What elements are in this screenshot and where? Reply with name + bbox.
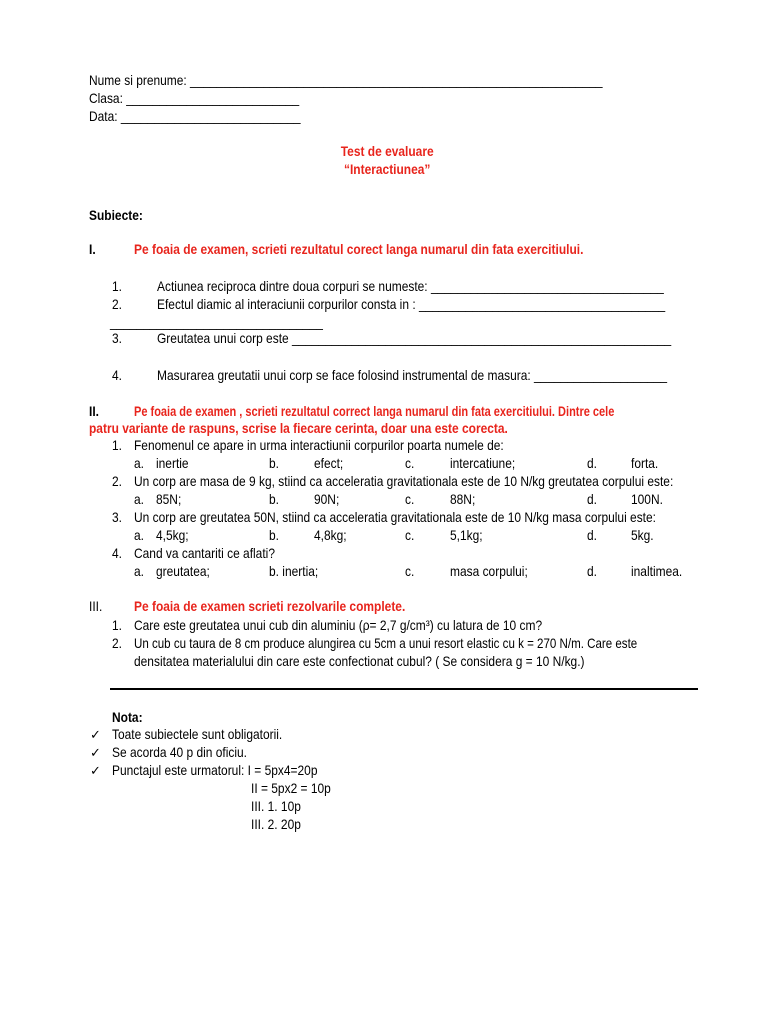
check-icon: ✓ bbox=[90, 763, 101, 778]
score-line: III. 2. 20p bbox=[251, 817, 301, 832]
divider bbox=[110, 688, 698, 690]
s2-question-text: Fenomenul ce apare in urma interactiunii corpurilor poarta numele de: bbox=[134, 438, 504, 453]
s2-question-text: Un corp are greutatea 50N, stiind ca acceleratia gravitationala este de 10 N/kg masa corpului este: bbox=[134, 510, 656, 525]
section3-number: III. bbox=[89, 599, 103, 614]
section1-number: I. bbox=[89, 242, 96, 257]
s3-item-text: Care este greutatea unui cub din aluminiu (ρ= 2,7 g/cm³) cu latura de 10 cm? bbox=[134, 618, 543, 633]
option-letter: b. bbox=[269, 492, 279, 507]
s1-item-num: 1. bbox=[112, 279, 122, 294]
section2-instruction: patru variante de raspuns, scrise la fiecare cerinta, doar una este corecta. bbox=[89, 421, 508, 436]
s1-item-num: 3. bbox=[112, 331, 122, 346]
option-letter: b. bbox=[269, 456, 279, 471]
s1-item-text: Actiunea reciproca dintre doua corpuri se numeste: ___________________________________ bbox=[157, 279, 664, 294]
option-text: 4,5kg; bbox=[156, 528, 189, 543]
s3-item-num: 1. bbox=[112, 618, 122, 633]
option-text: 4,8kg; bbox=[314, 528, 347, 543]
option-text: 5kg. bbox=[631, 528, 654, 543]
test-title: Test de evaluare bbox=[340, 144, 434, 159]
s3-item-text: densitatea materialului din care este confectionat cubul? ( Se considera g = 10 N/kg.) bbox=[134, 654, 585, 669]
section1-instruction: Pe foaia de examen, scrieti rezultatul corect langa numarul din fata exercitiului. bbox=[134, 242, 584, 257]
s1-item-continuation: ________________________________ bbox=[110, 315, 323, 330]
option-letter: b. bbox=[269, 528, 279, 543]
option-text: efect; bbox=[314, 456, 344, 471]
s1-item-num: 4. bbox=[112, 368, 122, 383]
option-text: 100N. bbox=[631, 492, 663, 507]
note-item: Punctajul este urmatorul: I = 5px4=20p bbox=[112, 763, 318, 778]
option-text: b. inertia; bbox=[269, 564, 319, 579]
date-line: Data: ___________________________ bbox=[89, 109, 301, 124]
option-letter: a. bbox=[134, 564, 144, 579]
s2-question-num: 1. bbox=[112, 438, 122, 453]
option-text: forta. bbox=[631, 456, 659, 471]
score-line: II = 5px2 = 10p bbox=[251, 781, 331, 796]
s3-item-num: 2. bbox=[112, 636, 122, 651]
note-item: Se acorda 40 p din oficiu. bbox=[112, 745, 248, 760]
option-text: inertie bbox=[156, 456, 189, 471]
option-letter: d. bbox=[587, 564, 597, 579]
note-item: Toate subiectele sunt obligatorii. bbox=[112, 727, 283, 742]
option-letter: d. bbox=[587, 456, 597, 471]
section2-number: II. bbox=[89, 404, 99, 419]
s1-item-text: Greutatea unui corp este _________________________________________________________ bbox=[157, 331, 672, 346]
option-text: 90N; bbox=[314, 492, 340, 507]
check-icon: ✓ bbox=[90, 727, 101, 742]
option-letter: c. bbox=[405, 564, 415, 579]
option-letter: c. bbox=[405, 528, 415, 543]
s3-item-text: Un cub cu taura de 8 cm produce alungirea cu 5cm a unui resort elastic cu k = 270 N/m. Care este bbox=[134, 636, 638, 651]
notes-title: Nota: bbox=[112, 710, 143, 725]
option-letter: d. bbox=[587, 528, 597, 543]
option-text: 85N; bbox=[156, 492, 182, 507]
s1-item-text: Efectul diamic al interaciunii corpurilor consta in : _____________________________________ bbox=[157, 297, 666, 312]
option-letter: c. bbox=[405, 492, 415, 507]
name-line: Nume si prenume: ______________________________________________________________ bbox=[89, 73, 603, 88]
test-subtitle: “Interactiunea” bbox=[343, 162, 431, 177]
class-line: Clasa: __________________________ bbox=[89, 91, 300, 106]
section3-instruction: Pe foaia de examen scrieti rezolvarile complete. bbox=[134, 599, 406, 614]
option-text: masa corpului; bbox=[450, 564, 528, 579]
option-letter: d. bbox=[587, 492, 597, 507]
s2-question-text: Cand va cantariti ce aflati? bbox=[134, 546, 275, 561]
option-text: greutatea; bbox=[156, 564, 210, 579]
option-text: intercatiune; bbox=[450, 456, 516, 471]
option-text: inaltimea. bbox=[631, 564, 683, 579]
s2-question-num: 4. bbox=[112, 546, 122, 561]
check-icon: ✓ bbox=[90, 745, 101, 760]
option-letter: c. bbox=[405, 456, 415, 471]
s2-question-text: Un corp are masa de 9 kg, stiind ca acceleratia gravitationala este de 10 N/kg greutatea corpului este: bbox=[134, 474, 674, 489]
section2-instruction: Pe foaia de examen , scrieti rezultatul correct langa numarul din fata exercitiului. Dintre cele bbox=[134, 404, 615, 419]
score-line: III. 1. 10p bbox=[251, 799, 301, 814]
option-letter: a. bbox=[134, 492, 144, 507]
s1-item-num: 2. bbox=[112, 297, 122, 312]
s1-item-text: Masurarea greutatii unui corp se face folosind instrumental de masura: ____________________ bbox=[157, 368, 668, 383]
option-text: 5,1kg; bbox=[450, 528, 483, 543]
s2-question-num: 2. bbox=[112, 474, 122, 489]
s2-question-num: 3. bbox=[112, 510, 122, 525]
option-letter: a. bbox=[134, 528, 144, 543]
subjects-label: Subiecte: bbox=[89, 208, 143, 223]
option-letter: a. bbox=[134, 456, 144, 471]
option-text: 88N; bbox=[450, 492, 476, 507]
